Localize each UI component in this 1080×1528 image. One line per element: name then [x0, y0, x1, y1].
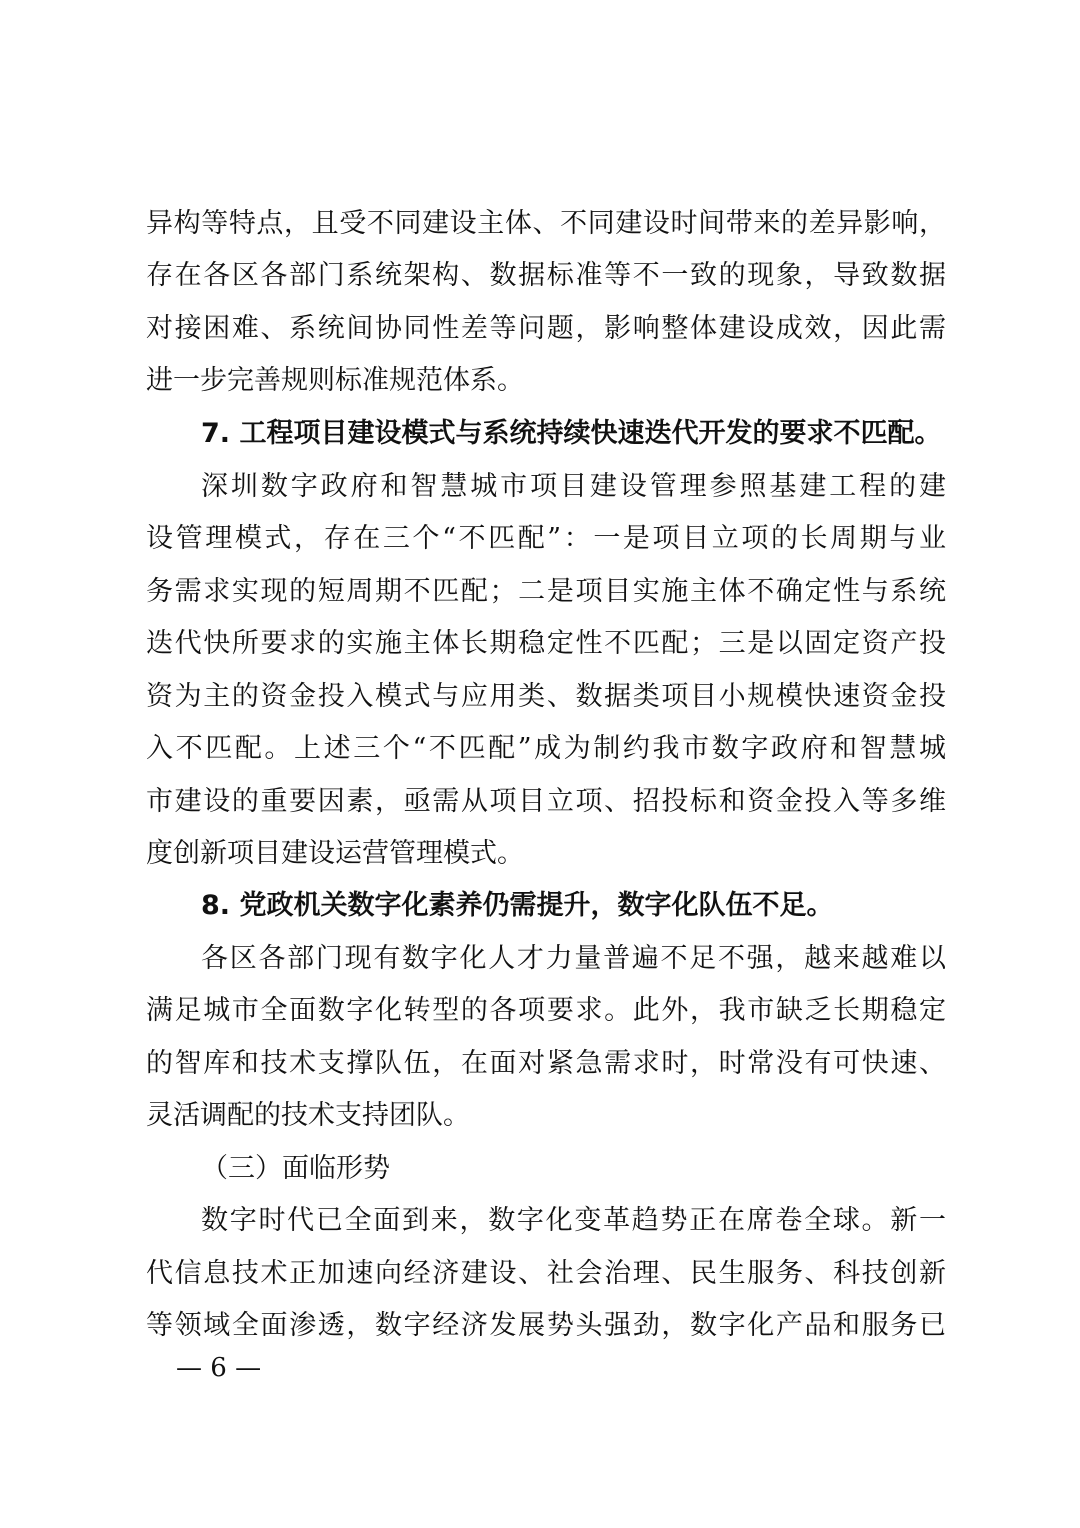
page-number: — 6 —: [176, 1353, 262, 1383]
section-8-line: 灵活调配的技术支持团队。: [146, 1100, 470, 1131]
section-8-line: 的智库和技术支撑队伍，在面对紧急需求时，时常没有可快速、: [146, 1048, 946, 1079]
section-7-line: 度创新项目建设运营管理模式。: [146, 838, 524, 869]
section-7-line: 设管理模式，存在三个“不匹配”：一是项目立项的长周期与业: [146, 523, 946, 554]
paragraph-line: 对接困难、系统间协同性差等问题，影响整体建设成效，因此需: [146, 313, 946, 344]
paragraph-line: 异构等特点，且受不同建设主体、不同建设时间带来的差异影响，: [146, 208, 946, 239]
section-7-line: 务需求实现的短周期不匹配；二是项目实施主体不确定性与系统: [146, 576, 946, 607]
section-7-heading: 7. 工程项目建设模式与系统持续快速迭代开发的要求不匹配。: [201, 418, 942, 449]
section-7-line: 深圳数字政府和智慧城市项目建设管理参照基建工程的建: [201, 471, 946, 502]
section-3-line: 等领域全面渗透，数字经济发展势头强劲，数字化产品和服务已: [146, 1310, 946, 1341]
section-7-line: 入不匹配。上述三个“不匹配”成为制约我市数字政府和智慧城: [146, 733, 946, 764]
section-7-line: 资为主的资金投入模式与应用类、数据类项目小规模快速资金投: [146, 681, 946, 712]
section-7-line: 迭代快所要求的实施主体长期稳定性不匹配；三是以固定资产投: [146, 628, 946, 659]
section-8-line: 满足城市全面数字化转型的各项要求。此外，我市缺乏长期稳定: [146, 995, 946, 1026]
section-3-line: 数字时代已全面到来，数字化变革趋势正在席卷全球。新一: [201, 1205, 946, 1236]
paragraph-line: 进一步完善规则标准规范体系。: [146, 365, 524, 396]
section-7-line: 市建设的重要因素，亟需从项目立项、招投标和资金投入等多维: [146, 786, 946, 817]
section-8-line: 各区各部门现有数字化人才力量普遍不足不强，越来越难以: [201, 943, 946, 974]
section-3-heading: （三）面临形势: [201, 1153, 390, 1184]
paragraph-line: 存在各区各部门系统架构、数据标准等不一致的现象，导致数据: [146, 260, 946, 291]
section-8-heading: 8. 党政机关数字化素养仍需提升，数字化队伍不足。: [201, 890, 834, 921]
section-3-line: 代信息技术正加速向经济建设、社会治理、民生服务、科技创新: [146, 1258, 946, 1289]
